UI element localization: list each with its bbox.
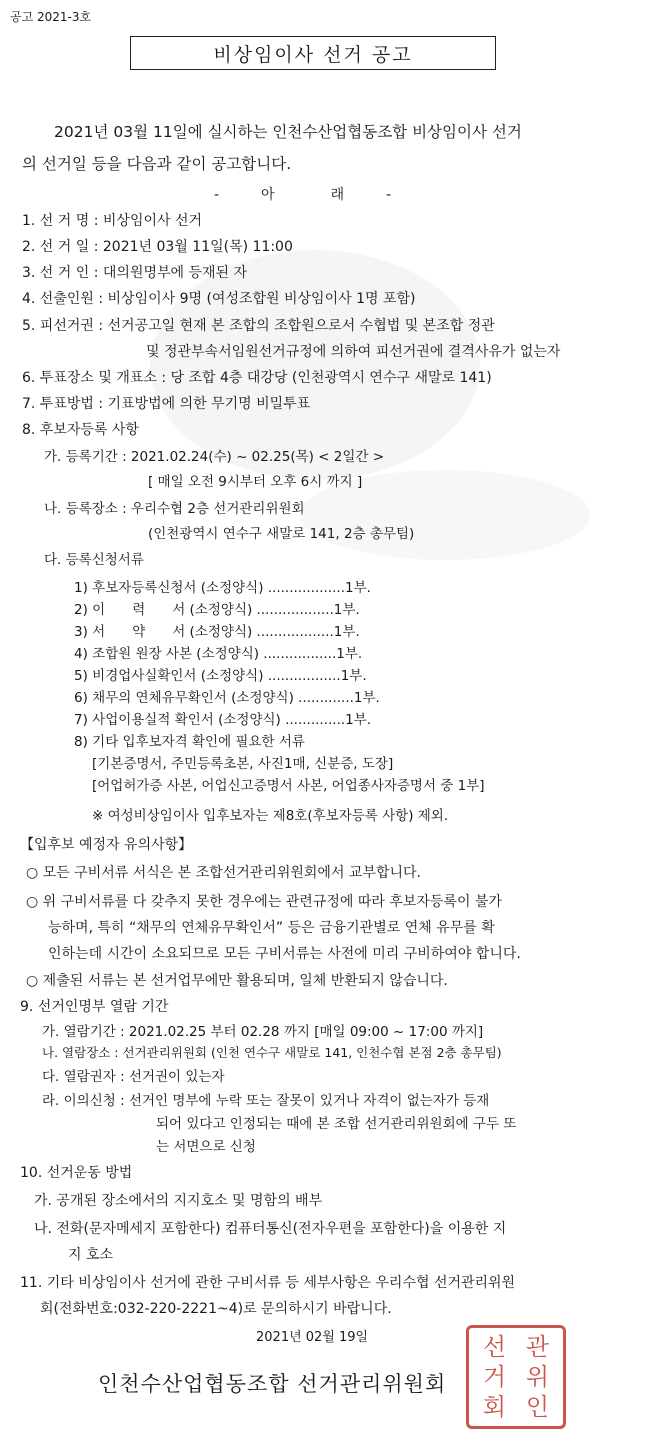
item-10-b: 나. 전화(문자메세지 포함한다) 컴퓨터통신(전자우편을 포함한다)을 이용한 지 [34, 1221, 507, 1237]
page-title: 비상임이사 선거 공고 [130, 36, 496, 70]
registration-address: (인천광역시 연수구 새말로 141, 2층 총무팀) [148, 526, 415, 542]
item-2-election-date: 2. 선 거 일 : 2021년 03월 11일(목) 11:00 [22, 239, 293, 255]
doc-item: 7) 사업이용실적 확인서 (소정양식) ..............1부. [74, 712, 372, 728]
item-9-place: 나. 열람장소 : 선거관리위원회 (인천 연수구 새말로 141, 인천수협 본점 2층 총무팀) [42, 1045, 502, 1060]
doc-item: 3) 서 약 서 (소정양식) ..................1부. [74, 624, 360, 640]
registration-hours: [ 매일 오전 9시부터 오후 6시 까지 ] [148, 474, 363, 490]
registration-note: ※ 여성비상임이사 입후보자는 제8호(후보자등록 사항) 제외. [92, 808, 449, 824]
seal-char: 거 [482, 1363, 507, 1391]
item-9-period: 가. 열람기간 : 2021.02.25 부터 02.28 까지 [매일 09:00 ~ 17:00 까지] [42, 1024, 484, 1040]
doc-extra-1: [기본증명서, 주민등록초본, 사진1매, 신분증, 도장] [92, 756, 394, 772]
item-9-title: 9. 선거인명부 열람 기간 [20, 999, 169, 1015]
intro-line-2: 의 선거일 등을 다음과 같이 공고합니다. [22, 155, 292, 173]
registration-period: 가. 등록기간 : 2021.02.24(수) ~ 02.25(목) < 2일간 > [44, 449, 385, 465]
doc-item: 1) 후보자등록신청서 (소정양식) ..................1부. [74, 580, 371, 596]
seal-char: 관 [525, 1333, 550, 1361]
notice-number: 공고 2021-3호 [10, 10, 92, 24]
seal-char: 인 [525, 1393, 550, 1421]
item-9-eligible: 다. 열람권자 : 선거권이 있는자 [42, 1069, 225, 1085]
item-10-a: 가. 공개된 장소에서의 지지호소 및 명함의 배부 [34, 1193, 323, 1209]
item-6-polling-place: 6. 투표장소 및 개표소 : 당 조합 4층 대강당 (인천광역시 연수구 새말로 141) [22, 370, 492, 386]
item-9-objection-cont2: 는 서면으로 신청 [156, 1139, 256, 1155]
item-8-registration: 8. 후보자등록 사항 [22, 422, 139, 438]
doc-item: 4) 조합원 원장 사본 (소정양식) .................1부. [74, 646, 363, 662]
seal-char: 위 [525, 1363, 550, 1391]
aerae-heading: - 아 래 - [214, 187, 392, 203]
caution-title: 【입후보 예정자 유의사항】 [20, 837, 193, 853]
caution-bullet-1: ○ 모든 구비서류 서식은 본 조합선거관리위원회에서 교부합니다. [26, 865, 421, 881]
seal-char: 회 [482, 1393, 507, 1421]
caution-bullet-2-cont2: 인하는데 시간이 소요되므로 모든 구비서류는 사전에 미리 구비하여야 합니다. [48, 946, 521, 962]
item-1-election-name: 1. 선 거 명 : 비상임이사 선거 [22, 213, 203, 229]
caution-bullet-3: ○ 제출된 서류는 본 선거업무에만 활용되며, 일체 반환되지 않습니다. [26, 973, 448, 989]
doc-extra-2: [어업허가증 사본, 어업신고증명서 사본, 어업종사자증명서 중 1부] [92, 778, 485, 794]
registration-place: 나. 등록장소 : 우리수협 2층 선거관리위원회 [44, 501, 305, 517]
item-7-voting-method: 7. 투표방법 : 기표방법에 의한 무기명 비밀투표 [22, 396, 311, 412]
official-seal [466, 1325, 566, 1429]
intro-line-1: 2021년 03월 11일에 실시하는 인천수산업협동조합 비상임이사 선거 [54, 123, 522, 141]
caution-bullet-2: ○ 위 구비서류를 다 갖추지 못한 경우에는 관련규정에 따라 후보자등록이 불가 [26, 894, 502, 910]
item-9-objection: 라. 이의신청 : 선거인 명부에 누락 또는 잘못이 있거나 자격이 없는자가 등재 [42, 1093, 490, 1109]
item-11-cont: 회(전화번호:032-220-2221~4)로 문의하시기 바랍니다. [40, 1301, 392, 1317]
item-10-title: 10. 선거운동 방법 [20, 1165, 133, 1181]
signature-org: 인천수산업협동조합 선거관리위원회 [98, 1372, 447, 1396]
doc-item: 8) 기타 입후보자격 확인에 필요한 서류 [74, 734, 305, 750]
item-9-objection-cont: 되어 있다고 인정되는 때에 본 조합 선거관리위원회에 구두 또 [156, 1116, 517, 1132]
doc-item: 6) 채무의 연체유무확인서 (소정양식) .............1부. [74, 690, 380, 706]
seal-char: 선 [482, 1333, 507, 1361]
doc-item: 5) 비경업사실확인서 (소정양식) .................1부. [74, 668, 367, 684]
item-5-eligibility-cont: 및 정관부속서임원선거규정에 의하여 피선거권에 결격사유가 없는자 [146, 344, 561, 360]
item-4-seats: 4. 선출인원 : 비상임이사 9명 (여성조합원 비상임이사 1명 포함) [22, 291, 416, 307]
doc-item: 2) 이 력 서 (소정양식) ..................1부. [74, 602, 360, 618]
item-5-eligibility: 5. 피선거권 : 선거공고일 현재 본 조합의 조합원으로서 수협법 및 본조합 정관 [22, 318, 495, 334]
caution-bullet-2-cont: 능하며, 특히 “채무의 연체유무확인서” 등은 금융기관별로 연체 유무를 확 [48, 920, 495, 936]
item-3-electors: 3. 선 거 인 : 대의원명부에 등재된 자 [22, 265, 248, 281]
item-10-b-cont: 지 호소 [68, 1247, 114, 1263]
announcement-date: 2021년 02월 19일 [256, 1330, 369, 1345]
item-11: 11. 기타 비상임이사 선거에 관한 구비서류 등 세부사항은 우리수협 선거관리위원 [20, 1275, 516, 1291]
registration-docs-title: 다. 등록신청서류 [44, 552, 144, 568]
